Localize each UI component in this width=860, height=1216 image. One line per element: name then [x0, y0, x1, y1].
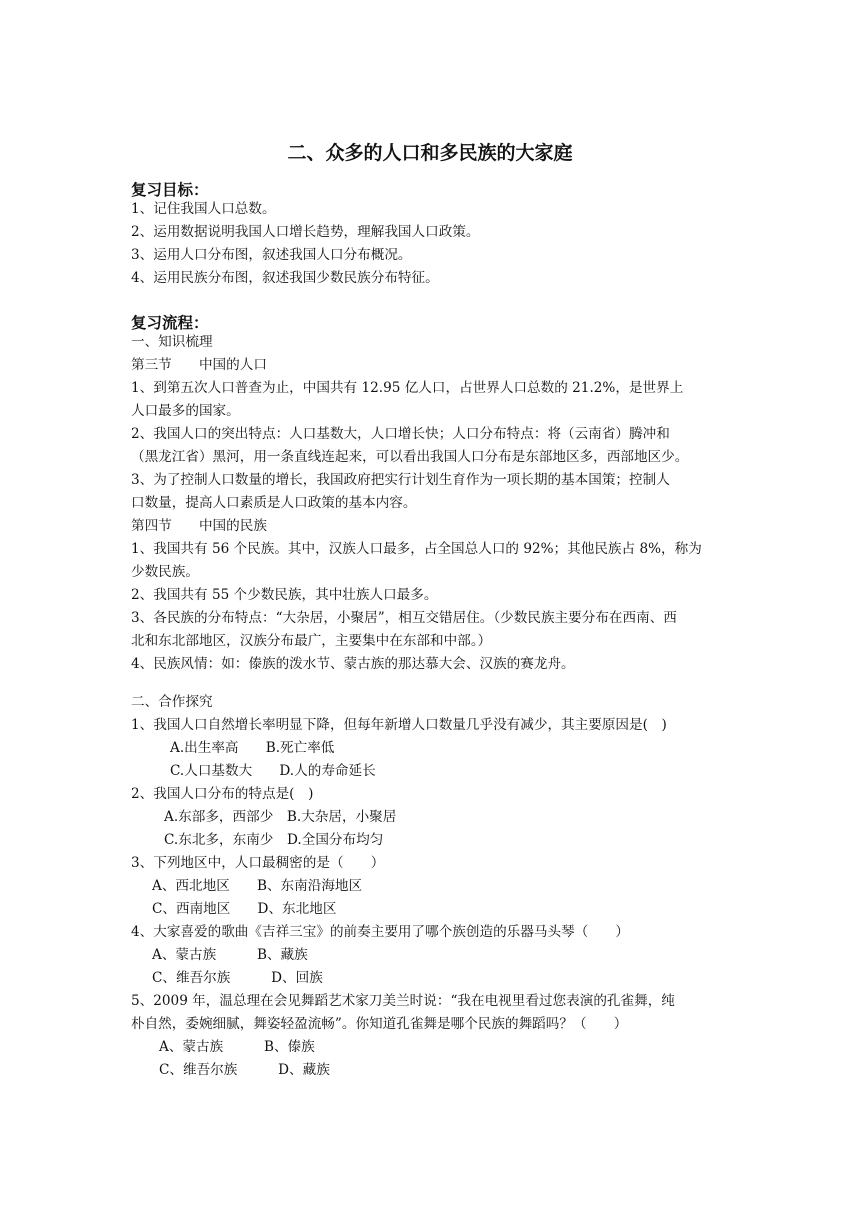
- process-heading: 复习流程：: [131, 314, 209, 332]
- question-text: 朴自然，委婉细腻，舞姿轻盈流畅”。你知道孔雀舞是哪个民族的舞蹈吗？（ ）: [131, 1016, 628, 1032]
- question-text: 1、我国人口自然增长率明显下降，但每年新增人口数量几乎没有减少，其主要原因是( ): [131, 717, 667, 733]
- question-text: 2、我国人口分布的特点是( ): [131, 786, 314, 802]
- section4-line: 少数民族。: [131, 564, 199, 580]
- section4-title: 第四节 中国的民族: [131, 518, 267, 534]
- section3-line: 2、我国人口的突出特点：人口基数大，人口增长快；人口分布特点：将（云南省）腾冲和: [131, 426, 670, 442]
- section3-line: 3、为了控制人口数量的增长，我国政府把实行计划生育作为一项长期的基本国策；控制人: [131, 472, 670, 488]
- section3-line: 1、到第五次人口普查为止，中国共有 12.95 亿人口，占世界人口总数的 21.2%，是世界上: [131, 380, 684, 396]
- section4-line: 4、民族风情：如：傣族的泼水节、蒙古族的那达慕大会、汉族的赛龙舟。: [131, 656, 575, 672]
- goal-item: 2、运用数据说明我国人口增长趋势，理解我国人口政策。: [131, 224, 480, 240]
- goal-item: 1、记住我国人口总数。: [131, 201, 276, 217]
- question-option: C.东北多，东南少 D.全国分布均匀: [164, 832, 384, 848]
- question-option: C、维吾尔族 D、藏族: [159, 1062, 330, 1078]
- section4-line: 2、我国共有 55 个少数民族，其中壮族人口最多。: [131, 587, 438, 603]
- question-option: A、西北地区 B、东南沿海地区: [152, 878, 363, 894]
- section4-line: 北和东北部地区，汉族分布最广，主要集中在东部和中部。）: [131, 633, 492, 649]
- goals-heading: 复习目标：: [131, 181, 209, 199]
- question-option: A.东部多，西部少 B.大杂居，小聚居: [164, 809, 397, 825]
- section3-line: 口数量，提高人口素质是人口政策的基本内容。: [131, 495, 417, 511]
- section3-line: 人口最多的国家。: [131, 403, 240, 419]
- question-text: 3、下列地区中，人口最稠密的是（ ）: [131, 855, 385, 871]
- question-text: 4、大家喜爱的歌曲《吉祥三宝》的前奏主要用了哪个族创造的乐器马头琴（ ）: [131, 924, 630, 940]
- part2-label: 二、合作探究: [131, 694, 213, 710]
- question-option: C、维吾尔族 D、回族: [152, 970, 323, 986]
- section3-title: 第三节 中国的人口: [131, 357, 267, 373]
- question-option: C、西南地区 D、东北地区: [152, 901, 337, 917]
- section3-line: （黑龙江省）黑河，用一条直线连起来，可以看出我国人口分布是东部地区多，西部地区少。: [131, 449, 689, 465]
- question-option: C.人口基数大 D.人的寿命延长: [170, 763, 376, 779]
- question-text: 5、2009 年，温总理在会见舞蹈艺术家刀美兰时说：“我在电视里看过您表演的孔雀舞，纯: [131, 993, 675, 1009]
- part1-label: 一、知识梳理: [131, 334, 213, 350]
- goal-item: 3、运用人口分布图，叙述我国人口分布概况。: [131, 247, 412, 263]
- section4-line: 3、各民族的分布特点：“大杂居，小聚居”，相互交错居住。（少数民族主要分布在西南、西: [131, 610, 677, 626]
- document-title: 二、众多的人口和多民族的大家庭: [287, 142, 573, 164]
- question-option: A、蒙古族 B、傣族: [159, 1039, 315, 1055]
- question-option: A、蒙古族 B、藏族: [152, 947, 308, 963]
- section4-line: 1、我国共有 56 个民族。其中，汉族人口最多，占全国总人口的 92%；其他民族占 8%，称为: [131, 541, 702, 557]
- question-option: A.出生率高 B.死亡率低: [170, 740, 335, 756]
- goal-item: 4、运用民族分布图，叙述我国少数民族分布特征。: [131, 270, 439, 286]
